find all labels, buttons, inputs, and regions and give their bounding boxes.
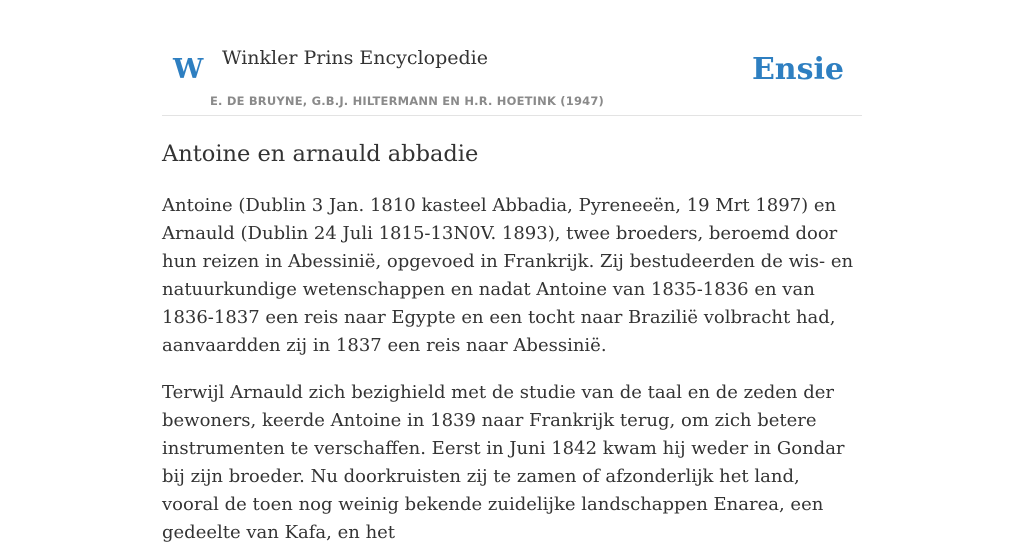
site-header [162, 0, 862, 116]
winkler-prins-logo[interactable]: W [173, 54, 204, 85]
article-title: Antoine en arnauld abbadie [162, 141, 479, 167]
article-paragraph-1: Antoine (Dublin 3 Jan. 1810 kasteel Abbadia, Pyreneeën, 19 Mrt 1897) en Arnauld (Dublin 24 Juli 1815-13N0V. 1893), twee broeders, beroemd door hun reizen in Abessinië, opgevoed in Frankrijk. Zij bestudeerden de wis- en natuurkundige wetenschappen en nadat Antoine van 1835-1836 en van 1836-1837 een reis naar Egypte en een tocht naar Brazilië volbracht had, aanvaardden zij in 1837 een reis naar Abessinië. [162, 195, 854, 356]
article [162, 138, 862, 547]
authors-line: E. DE BRUYNE, G.B.J. HILTERMANN EN H.R. HOETINK (1947) [210, 94, 605, 108]
ensie-logo[interactable]: Ensie [751, 52, 844, 87]
article-paragraph-2: Terwijl Arnauld zich bezighield met de studie van de taal en de zeden der bewoners, keerde Antoine in 1839 naar Frankrijk terug, om zich betere instrumenten te verschaffen. Eerst in Juni 1842 kwam hij weder in Gondar bij zijn broeder. Nu doorkruisten zij te zamen of afzonderlijk het land, vooral de toen nog weinig bekende zuidelijke landschappen Enarea, een gedeelte van Kafa, en het [162, 382, 845, 543]
encyclopedia-title[interactable]: Winkler Prins Encyclopedie [222, 47, 488, 69]
